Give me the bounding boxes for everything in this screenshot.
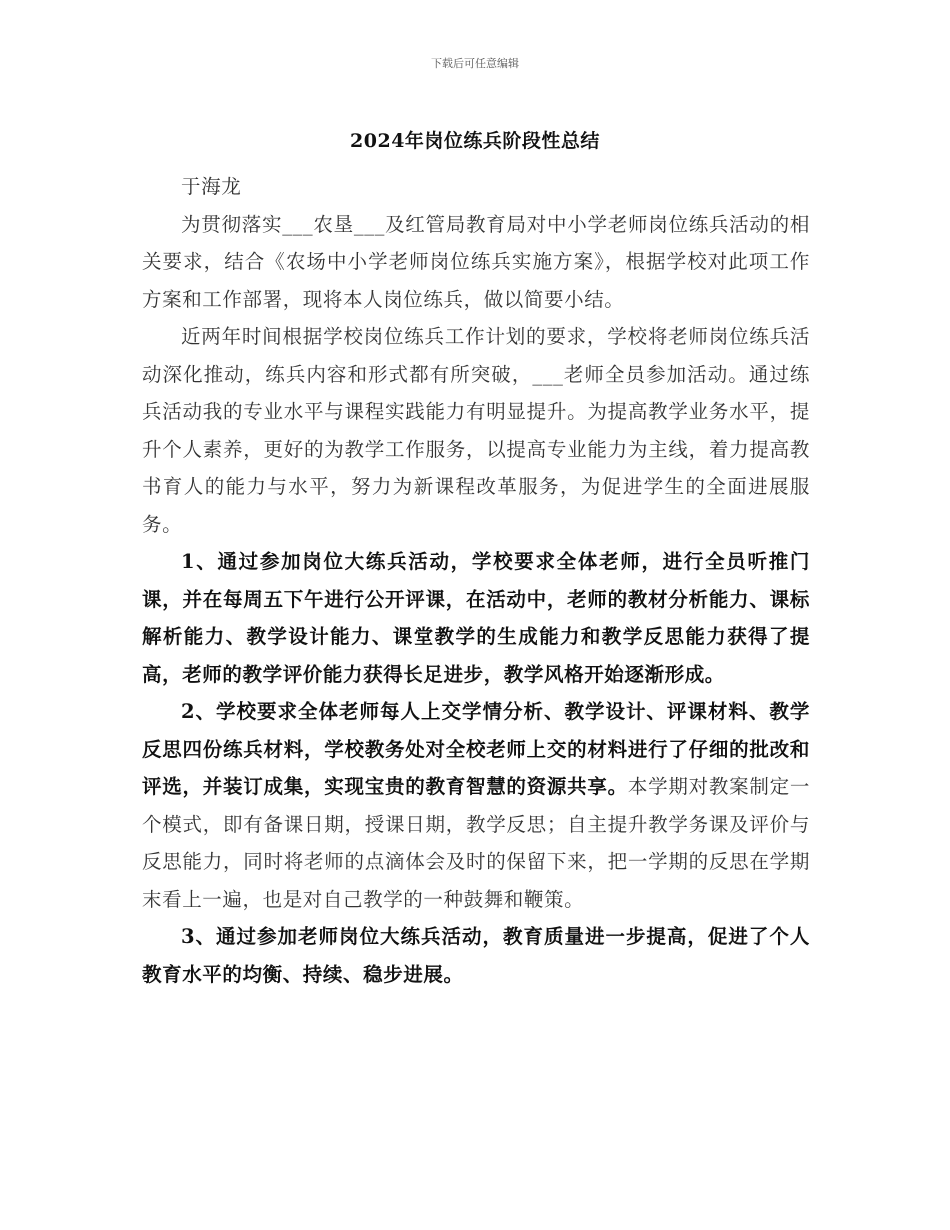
paragraph-intro: 为贯彻落实___农垦___及红管局教育局对中小学老师岗位练兵活动的相关要求，结合《农场中小学老师岗位练兵实施方案》，根据学校对此项工作方案和工作部署，现将本人岗位练兵，做以简要小结。 xyxy=(142,212,810,311)
paragraph-point-1: 1、通过参加岗位大练兵活动，学校要求全体老师，进行全员听推门课，并在每周五下午进行公开评课，在活动中，老师的教材分析能力、课标解析能力、教学设计能力、课堂教学的生成能力和教学反思能力获得了提高，老师的教学评价能力获得长足进步，教学风格开始逐渐形成。 xyxy=(142,550,810,686)
paragraph-point-3: 3、通过参加老师岗位大练兵活动，教育质量进一步提高，促进了个人教育水平的均衡、持续、稳步进展。 xyxy=(142,925,810,986)
paragraph-point-2-bold: 2、学校要求全体老师每人上交学情分析、教学设计、评课材料、教学反思四份练兵材料，学校教务处对全校老师上交的材料进行了仔细的批改和评选，并装订成集，实现宝贵的教育智慧的资源共享。 xyxy=(142,700,810,798)
paragraph-point-2-normal: 本学期对教案制定一个模式，即有备课日期，授课日期，教学反思；自主提升教学务课及评价与反思能力，同时将老师的点滴体会及时的保留下来，把一学期的反思在学期末看上一遍，也是对自己教学的一种鼓舞和鞭策。 xyxy=(142,775,810,911)
header-note: 下载后可任意编辑 xyxy=(431,57,519,70)
author-name: 于海龙 xyxy=(181,175,242,198)
document-title: 2024年岗位练兵阶段性总结 xyxy=(350,130,600,152)
document-body xyxy=(142,168,810,993)
paragraph-point-2 xyxy=(142,693,810,918)
paragraph-overview: 近两年时间根据学校岗位练兵工作计划的要求，学校将老师岗位练兵活动深化推动，练兵内容和形式都有所突破，___老师全员参加活动。通过练兵活动我的专业水平与课程实践能力有明显提升。为提高教学业务水平，提升个人素养，更好的为教学工作服务，以提高专业能力为主线，着力提高教书育人的能力与水平，努力为新课程改革服务，为促进学生的全面进展服务。 xyxy=(142,325,810,536)
